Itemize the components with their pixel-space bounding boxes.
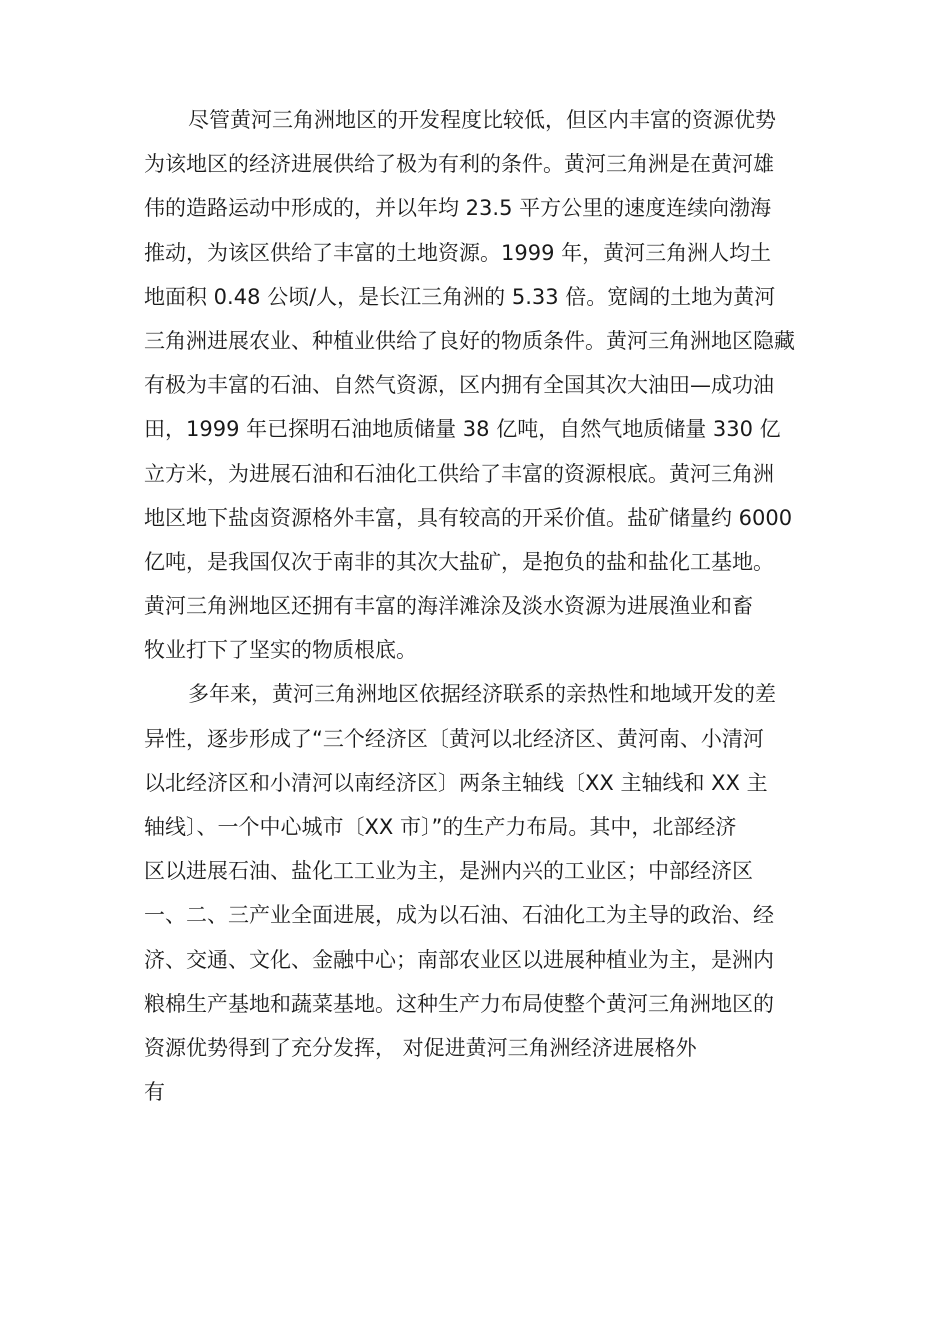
- text-line: 资源优势得到了充分发挥， 对促进黄河三角洲经济进展格外: [144, 1035, 697, 1060]
- text-line: 推动，为该区供给了丰富的土地资源。1999 年，黄河三角洲人均土: [144, 240, 772, 265]
- text-line: 以北经济区和小清河以南经济区〕两条主轴线〔XX 主轴线和 XX 主: [144, 770, 768, 795]
- text-line: 轴线〕、一个中心城市〔XX 市〕”的生产力布局。其中，北部经济: [144, 815, 737, 839]
- text-line: 地区地下盐卤资源格外丰富，具有较高的开采价值。盐矿储量约 6000: [144, 505, 793, 530]
- text-line: 牧业打下了坚实的物质根底。: [144, 638, 417, 663]
- text-line: 黄河三角洲地区还拥有丰富的海洋滩涂及淡水资源为进展渔业和畜: [144, 594, 753, 619]
- paragraph-resource-advantages: [144, 98, 816, 672]
- text-line: 伟的造路运动中形成的，并以年均 23.5 平方公里的速度连续向渤海: [144, 196, 772, 221]
- text-line: 亿吨，是我国仅次于南非的其次大盐矿，是抱负的盐和盐化工基地。: [144, 549, 774, 574]
- text-line: 三角洲进展农业、种植业供给了良好的物质条件。黄河三角洲地区隐藏: [144, 328, 795, 353]
- text-line: 粮棉生产基地和蔬菜基地。这种生产力布局使整个黄河三角洲地区的: [144, 991, 774, 1016]
- document-body: [144, 98, 816, 1114]
- text-line: 济、交通、文化、金融中心；南部农业区以进展种植业为主，是洲内: [144, 947, 774, 972]
- text-line: 立方米，为进展石油和石油化工供给了丰富的资源根底。黄河三角洲: [144, 461, 774, 486]
- text-line: 区以进展石油、盐化工工业为主，是洲内兴的工业区；中部经济区: [144, 859, 753, 884]
- text-line: 为该地区的经济进展供给了极为有利的条件。黄河三角洲是在黄河雄: [144, 152, 774, 177]
- text-line: 异性，逐步形成了“三个经济区〔黄河以北经济区、黄河南、小清河: [144, 726, 764, 751]
- text-line: 多年来，黄河三角洲地区依据经济联系的亲热性和地域开发的差: [188, 682, 776, 707]
- text-line: 田，1999 年已探明石油地质储量 38 亿吨，自然气地质储量 330 亿: [144, 417, 781, 442]
- text-line: 有极为丰富的石油、自然气资源，区内拥有全国其次大油田—成功油: [144, 373, 774, 398]
- text-line: 有: [144, 1080, 165, 1105]
- text-line: 一、二、三产业全面进展，成为以石油、石油化工为主导的政治、经: [144, 903, 774, 928]
- text-line: 地面积 0.48 公顷/人，是长江三角洲的 5.33 倍。宽阔的土地为黄河: [144, 284, 776, 309]
- paragraph-productivity-layout: [144, 672, 816, 1114]
- text-line: 尽管黄河三角洲地区的开发程度比较低，但区内丰富的资源优势: [188, 108, 776, 132]
